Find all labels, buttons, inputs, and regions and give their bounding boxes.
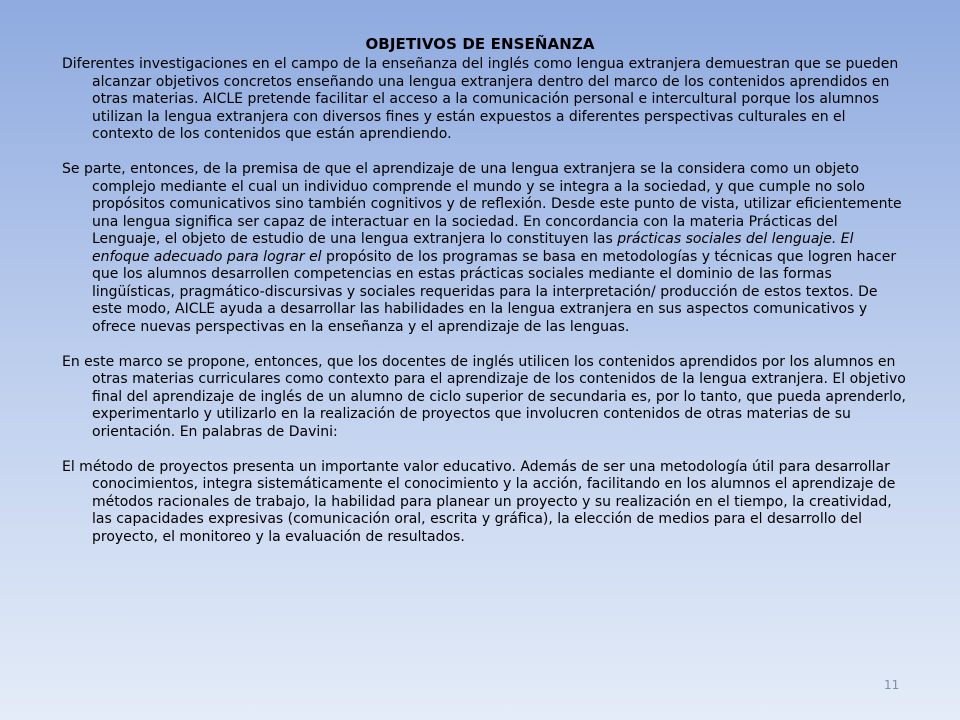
paragraph-4: El método de proyectos presenta un importante valor educativo. Además de ser una metodología útil para desarrollar conocimientos, integra sistemáticamente el conocimiento y la acción, facilitando en los alumnos el aprendizaje de métodos racionales de trabajo, la habilidad para planear un proyecto y su realización en el tiempo, la creatividad, las capacidades expresivas (comunicación oral, escrita y gráfica), la elección de medios para el desarrollo del proyecto, el monitoreo y la evaluación de resultados. — [62, 458, 896, 545]
paragraph-1: Diferentes investigaciones en el campo de la enseñanza del inglés como lengua extranjera demuestran que se pueden alcanzar objetivos concretos enseñando una lengua extranjera dentro del marco de los contenidos aprendidos en otras materias. AICLE pretende facilitar el acceso a la comunicación personal e intercultural porque los alumnos utilizan la lengua extranjera con diversos fines y están expuestos a diferentes perspectivas culturales en el contexto de los contenidos que están aprendiendo. — [62, 56, 899, 142]
paragraph-2-part-b: propósito de los programas se basa en metodologías y técnicas que logren hacer que los alumnos desarrollen competencias en estas prácticas sociales mediante el dominio de las formas lingüísticas, pragmático-discursivas y sociales requeridas para la interpretación/ producción de estos textos. De este modo, AICLE ayuda a desarrollar las habilidades en la lengua extranjera en sus aspectos comunicativos y ofrece nuevas perspectivas en la enseñanza y el aprendizaje de las lenguas. — [92, 248, 897, 335]
paragraph-2-part-a: Se parte, entonces, de la premisa de que el aprendizaje de una lengua extranjera se la considera como un objeto complejo mediante el cual un individuo comprende el mundo y se integra a la sociedad, y que cumple no solo propósitos comunicativos sino también cognitivos y de reflexión. Desde este punto de vista, utilizar eficientemente una lengua significa ser capaz de interactuar en la sociedad. En concordancia con la materia Prácticas del Lenguaje, el objeto de estudio de una lengua extranjera lo constituyen las — [62, 161, 902, 247]
page-number: 11 — [884, 678, 900, 692]
slide-title: OBJETIVOS DE ENSEÑANZA — [365, 35, 595, 53]
paragraph-2 — [62, 161, 907, 336]
paragraph-3: En este marco se propone, entonces, que los docentes de inglés utilicen los contenidos aprendidos por los alumnos en otras materias curriculares como contexto para el aprendizaje de los contenidos de la lengua extranjera. El objetivo final del aprendizaje de inglés de un alumno de ciclo superior de secundaria es, por lo tanto, que pueda aprenderlo, experimentarlo y utilizarlo en la realización de proyectos que involucren contenidos de otras materias de su orientación. En palabras de Davini: — [62, 353, 906, 440]
paragraph-2-italic: prácticas sociales del lenguaje. El enfoque adecuado para lograr el — [92, 231, 854, 265]
slide-body — [62, 56, 907, 546]
